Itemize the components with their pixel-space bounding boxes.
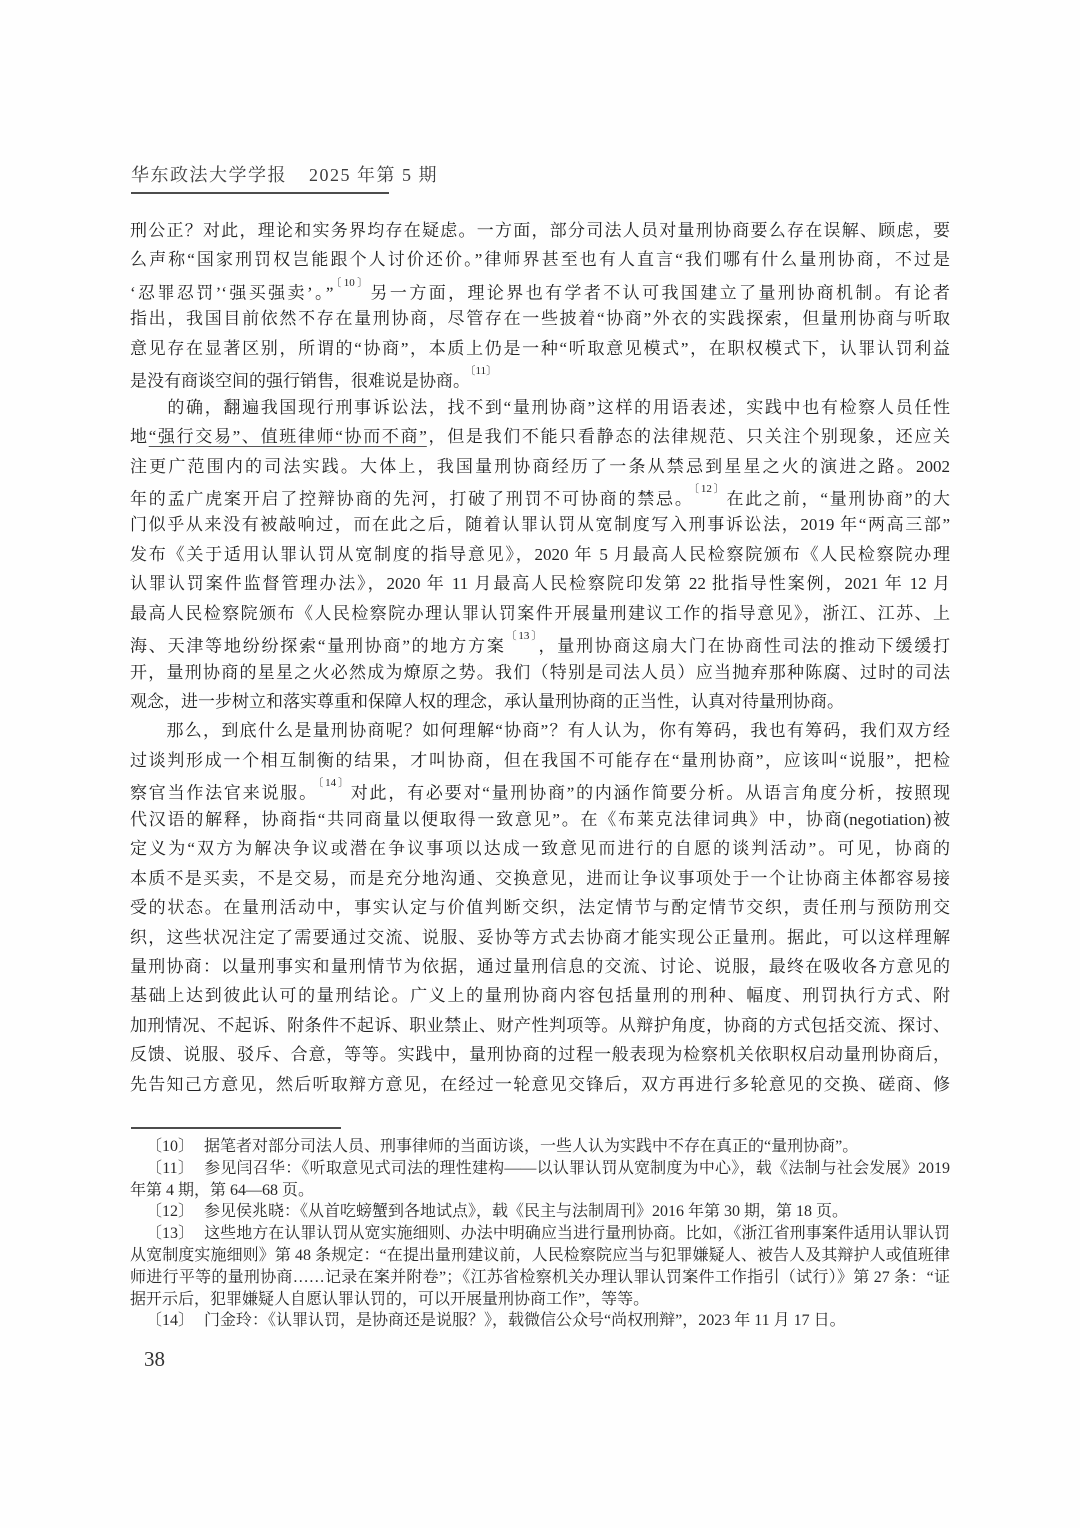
body-line: 代汉语的解释，协商指“共同商量以便取得一致意见”。在《布莱克法律词典》中，协商(negotiation)被 — [130, 809, 950, 829]
footnote-ref: 〔10〕 — [333, 276, 371, 289]
body-line: 织，这些状况注定了需要通过交流、说服、妥协等方式去协商才能实现公正量刑。据此，可以这样理解 — [130, 927, 950, 947]
body-line: 年的孟广虎案开启了控辩协商的先河，打破了刑罚不可协商的禁忌。$^{〔12〕}$在此之前，“量刑协商”的大 — [130, 482, 950, 509]
footnote-label: 〔12〕 — [146, 1203, 195, 1221]
footnote-text: 参见闫召华：《听取意见式司法的理性建构——以认罪认罚从宽制度为中心》，载《法制与社会发展》2019 年第 4 期，第 64—68 页。 — [130, 1159, 950, 1199]
footnote-label: 〔11〕 — [146, 1159, 195, 1177]
footnotes — [130, 1136, 950, 1332]
body-line: 认罪认罚案件监督管理办法》，2020 年 11 月最高人民检察院印发第 22 批指导性案例，2021 年 12 月 — [130, 574, 950, 594]
footnote-ref: 〔11〕 — [470, 365, 498, 378]
body-line: 发布《关于适用认罪认罚从宽制度的指导意见》，2020 年 5 月最高人民检察院颁布《人民检察院办理 — [130, 544, 950, 564]
body-line: 意见存在显著区别，所谓的“协商”，本质上仍是一种“听取意见模式”，在职权模式下，认罪认罚利益 — [130, 338, 950, 358]
body-line: 基础上达到彼此认可的量刑结论。广义上的量刑协商内容包括量刑的刑种、幅度、刑罚执行方式、附 — [130, 986, 950, 1006]
body-line: 是没有商谈空间的强行销售，很难说是协商。$^{〔11〕}$ — [130, 365, 498, 391]
issue-label: 2025 年第 5 期 — [309, 165, 438, 185]
footnote-text: 参见侯兆晓：《从首吃螃蟹到各地试点》，载《民主与法制周刊》2016 年第 30 期，第 18 页。 — [204, 1203, 849, 1221]
body-line: 么声称“国家刑罚权岂能跟个人讨价还价。”律师界甚至也有人直言“我们哪有什么量刑协商，不过是 — [130, 250, 950, 270]
footnote-text: 门金玲：《认罪认罚，是协商还是说服？》，载微信公众号“尚权刑辩”，2023 年 11 月 17 日。 — [204, 1312, 846, 1330]
footnote-text: 据笔者对部分司法人员、刑事律师的当面访谈，一些人认为实践中不存在真正的“量刑协商”。 — [204, 1138, 859, 1155]
footnote-ref: 〔13〕 — [505, 630, 539, 643]
footnote-ref: 〔14〕 — [317, 777, 351, 790]
body-line: 察官当作法官来说服。$^{〔14〕}$对此，有必要对“量刑协商”的内涵作简要分析。从语言角度分析，按照现 — [130, 777, 950, 803]
body-line: 地“强行交易”、值班律师“协而不商”，但是我们不能只看静态的法律规范、只关注个别现象，还应关 — [130, 427, 950, 447]
footnote — [130, 1201, 950, 1223]
footnote-label: 〔10〕 — [146, 1138, 195, 1155]
body-line: 门似乎从来没有被敲响过，而在此之后，随着认罪认罚从宽制度写入刑事诉讼法，2019 年“两高三部” — [130, 515, 950, 535]
body-line: 最高人民检察院颁布《人民检察院办理认罪认罚案件开展量刑建议工作的指导意见》，浙江、江苏、上 — [130, 603, 950, 623]
body-line: 指出，我国目前依然不存在量刑协商，尽管存在一些披着“协商”外衣的实践探索，但量刑协商与听取 — [130, 309, 950, 329]
body-line: 定义为“双方为解决争议或潜在争议事项以达成一致意见而进行的自愿的谈判活动”。可见，协商的 — [130, 839, 950, 859]
header-rule — [131, 192, 389, 194]
body-line: 注更广范围内的司法实践。大体上，我国量刑协商经历了一条从禁忌到星星之火的演进之路。2002 — [130, 456, 950, 476]
footnote — [130, 1158, 950, 1202]
article-body — [130, 216, 950, 1099]
body-line: 加刑情况、不起诉、附条件不起诉、职业禁止、财产性判项等。从辩护角度，协商的方式包括交流、探讨、 — [130, 1015, 950, 1035]
body-line: 那么，到底什么是量刑协商呢？如何理解“协商”？有人认为，你有筹码，我也有筹码，我们双方经 — [130, 721, 950, 741]
footnote-ref: 〔12〕 — [693, 482, 727, 495]
body-line: 过谈判形成一个相互制衡的结果，才叫协商，但在我国不可能存在“量刑协商”，应该叫“说服”，把检 — [130, 750, 950, 770]
body-line: 量刑协商：以量刑事实和量刑情节为依据，通过量刑信息的交流、讨论、说服，最终在吸收各方意见的 — [130, 956, 950, 976]
running-header — [131, 161, 438, 187]
footnote-separator — [131, 1127, 341, 1129]
body-line: 先告知己方意见，然后听取辩方意见，在经过一轮意见交锋后，双方再进行多轮意见的交换、磋商、修 — [130, 1074, 950, 1094]
body-line: ‘忍罪忍罚’‘强买强卖’。”$^{〔10〕}$另一方面，理论界也有学者不认可我国建立了量刑协商机制。有论者 — [130, 276, 950, 303]
body-line: 海、天津等地纷纷探索“量刑协商”的地方方案$^{〔13〕}$，量刑协商这扇大门在协商性司法的推动下缓缓打 — [130, 630, 950, 656]
footnote — [130, 1310, 950, 1332]
body-line: 的确，翻遍我国现行刑事诉讼法，找不到“量刑协商”这样的用语表述，实践中也有检察人员任性 — [130, 397, 950, 417]
footnote-label: 〔13〕 — [146, 1225, 195, 1243]
page-number: 38 — [144, 1347, 165, 1371]
footnote — [130, 1223, 950, 1310]
body-line: 开，量刑协商的星星之火必然成为燎原之势。我们（特别是司法人员）应当抛弃那种陈腐、过时的司法 — [130, 662, 950, 682]
body-line: 刑公正？对此，理论和实务界均存在疑虑。一方面，部分司法人员对量刑协商要么存在误解、顾虑，要 — [130, 221, 950, 240]
body-line: 本质不是买卖，不是交易，而是充分地沟通、交换意见，进而让争议事项处于一个让协商主体都容易接 — [130, 868, 950, 888]
body-line: 观念，进一步树立和落实尊重和保障人权的理念，承认量刑协商的正当性，认真对待量刑协商。 — [130, 692, 844, 711]
footnote-label: 〔14〕 — [146, 1312, 195, 1330]
footnote — [130, 1136, 950, 1158]
emphasis-underline: “强行交易”、值班律师“协而不商” — [148, 427, 427, 447]
body-line: 反馈、说服、驳斥、合意，等等。实践中，量刑协商的过程一般表现为检察机关依职权启动量刑协商后， — [130, 1045, 950, 1065]
journal-title: 华东政法大学学报 — [131, 165, 287, 185]
body-line: 受的状态。在量刑活动中，事实认定与价值判断交织，法定情节与酌定情节交织，责任刑与预防刑交 — [130, 898, 950, 918]
footnote-text: 这些地方在认罪认罚从宽实施细则、办法中明确应当进行量刑协商。比如，《浙江省刑事案件适用认罪认罚从宽制度实施细则》第 48 条规定：“在提出量刑建议前，人民检察院应当与犯罪嫌疑人、被告人及其辩护人或值班律师进行平等的量刑协商……记录在案并附卷”；《江苏省检察机关办理认罪认罚案件工作指引（试行）》第 27 条：“证据开示后，犯罪嫌疑人自愿认罪认罚的，可以开展量刑协商工作”，等等。 — [130, 1225, 950, 1308]
